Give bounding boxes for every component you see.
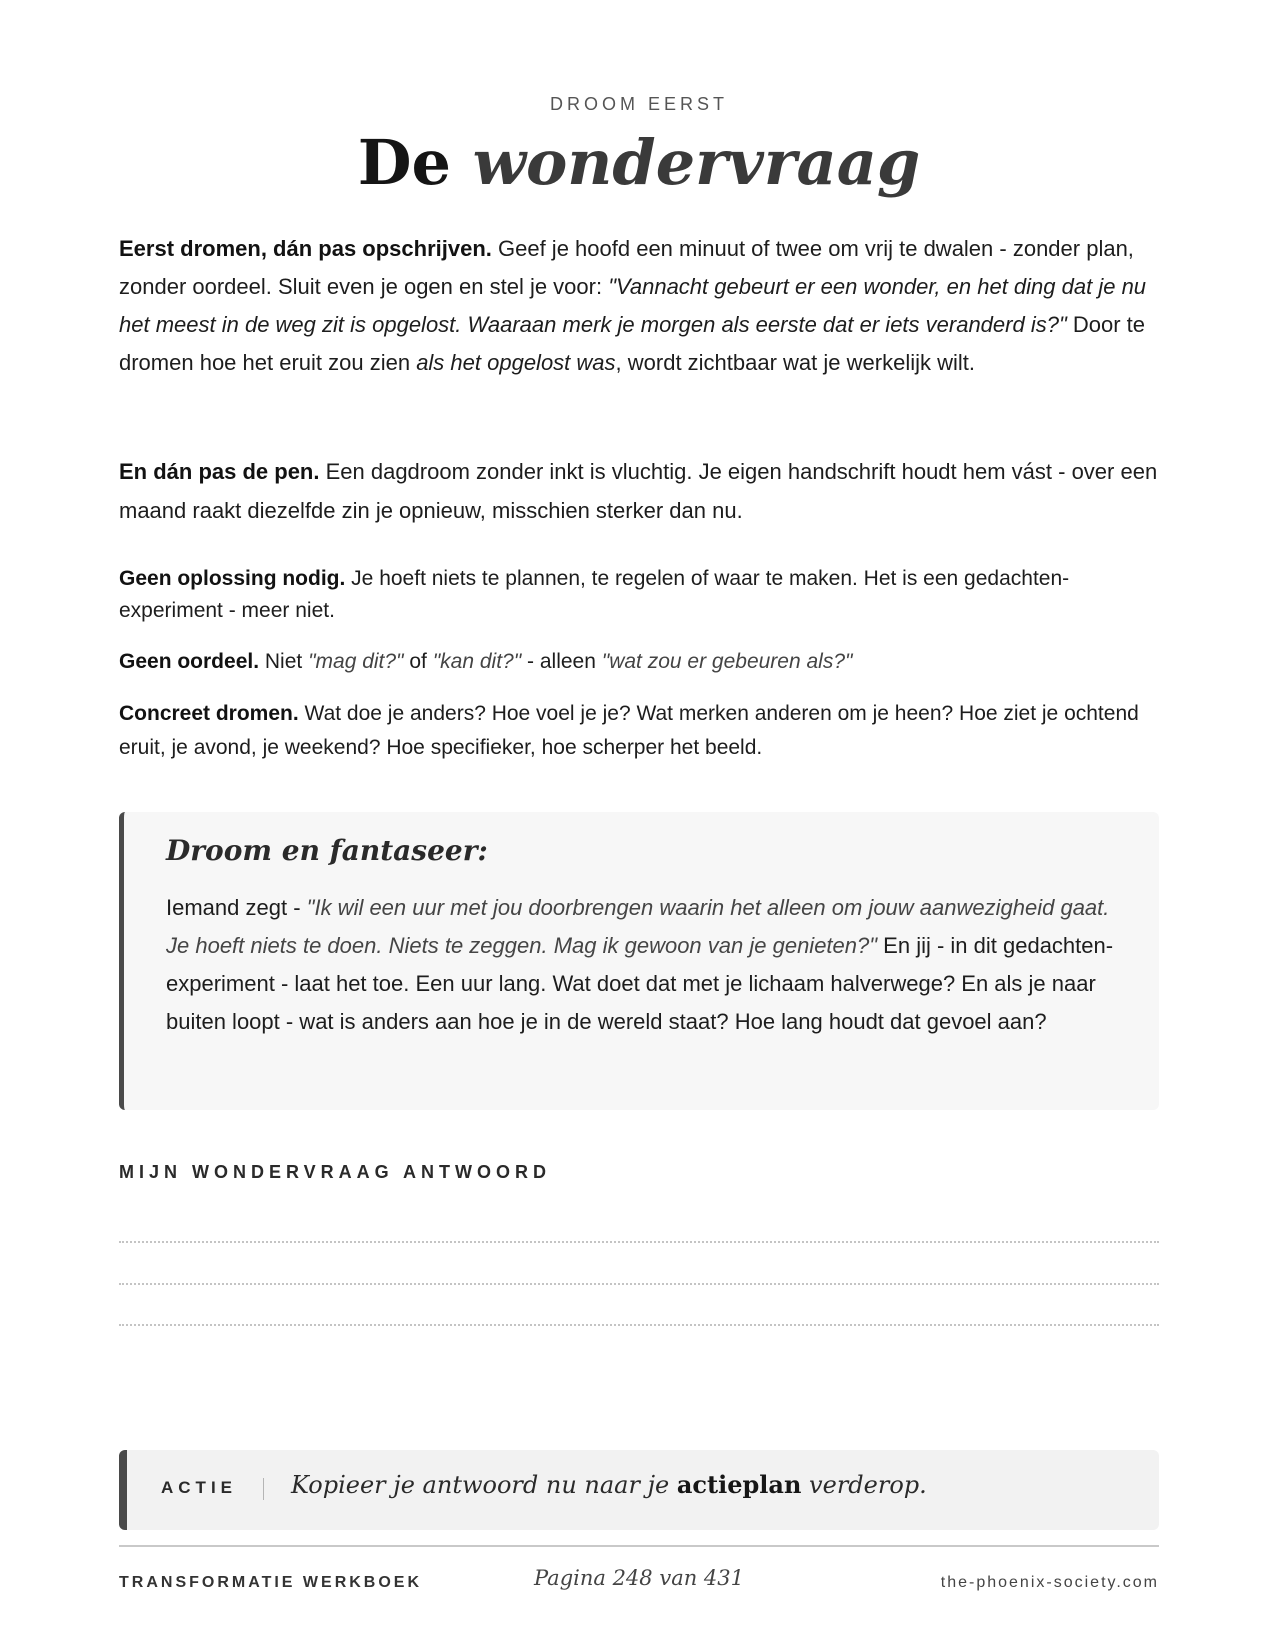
concrete-paragraph <box>119 697 1159 765</box>
no-solution-text: Je hoeft niets te plannen, te regelen of waar te maken. Het is een gedachten-experiment - meer niet. <box>119 567 1070 622</box>
workbook-page <box>119 0 1159 1650</box>
footer-page-number: Pagina 248 van 431 <box>533 1566 744 1590</box>
footer-divider <box>119 1545 1159 1547</box>
intro-paragraph <box>119 230 1159 382</box>
page-title <box>119 118 1159 208</box>
action-callout <box>119 1450 1159 1530</box>
no-judgement-quote-1: "mag dit?" <box>308 650 404 673</box>
dream-heading: Droom en fantaseer: <box>166 834 488 867</box>
action-label: ACTIE <box>161 1478 237 1497</box>
action-text-1: Kopieer je antwoord nu naar je <box>291 1471 677 1499</box>
no-judgement-quote-3: "wat zou er gebeuren als?" <box>601 650 853 673</box>
no-judgement-text-2: of <box>403 650 433 673</box>
action-bold: actieplan <box>676 1470 802 1499</box>
pen-paragraph <box>119 452 1159 530</box>
answer-writing-line[interactable] <box>119 1241 1159 1243</box>
intro-quote: "Vannacht gebeurt er een wonder, en het ding dat je nu het meest in de weg zit is opgelost. Waaraan merk je morgen als eerste dat er iets veranderd is?" <box>119 274 1147 337</box>
intro-emphasis: als het opgelost was <box>416 350 616 375</box>
answer-writing-line[interactable] <box>119 1324 1159 1326</box>
answer-section-label: MIJN WONDERVRAAG ANTWOORD <box>119 1162 551 1182</box>
intro-text-2: Door te dromen hoe het eruit zou zien <box>119 312 1146 375</box>
no-solution-paragraph <box>119 563 1159 627</box>
action-text <box>291 1470 927 1499</box>
concrete-text: Wat doe je anders? Hoe voel je je? Wat merken anderen om je heen? Hoe ziet je ochtend eruit, je avond, je weekend? Hoe specifieker, hoe scherper het beeld. <box>119 702 1139 759</box>
intro-lead: Eerst dromen, dán pas opschrijven. <box>119 236 492 261</box>
no-judgement-text-1: Niet <box>259 650 309 673</box>
title-plain: De <box>357 126 451 199</box>
dream-text-2: En jij - in dit gedachten-experiment - laat het toe. Een uur lang. Wat doet dat met je lichaam halverwege? En als je naar buiten loopt - wat is anders aan hoe je in de wereld staat? Hoe lang houdt dat gevoel aan? <box>166 933 1114 1034</box>
concrete-lead: Concreet dromen. <box>119 702 299 725</box>
dream-text-1: Iemand zegt - <box>166 895 307 920</box>
footer-website: the-phoenix-society.com <box>940 1574 1159 1591</box>
pen-lead: En dán pas de pen. <box>119 459 320 484</box>
no-judgement-text-3: - alleen <box>521 650 602 673</box>
no-solution-lead: Geen oplossing nodig. <box>119 567 346 590</box>
intro-text-3: , wordt zichtbaar wat je werkelijk wilt. <box>615 350 975 375</box>
action-divider <box>263 1478 264 1500</box>
no-judgement-lead: Geen oordeel. <box>119 650 260 673</box>
section-kicker: DROOM EERST <box>549 94 728 114</box>
answer-writing-line[interactable] <box>119 1283 1159 1285</box>
no-judgement-quote-2: "kan dit?" <box>432 650 522 673</box>
dream-quote: "Ik wil een uur met jou doorbrengen waarin het alleen om jouw aanwezigheid gaat. Je hoeft niets te doen. Niets te zeggen. Mag ik gewoon van je genieten?" <box>166 895 1110 958</box>
footer-book-title: TRANSFORMATIE WERKBOEK <box>119 1574 423 1591</box>
pen-text: Een dagdroom zonder inkt is vluchtig. Je eigen handschrift houdt hem vást - over een maand raakt diezelfde zin je opnieuw, misschien sterker dan nu. <box>119 459 1158 523</box>
dream-callout <box>119 812 1159 1110</box>
title-emphasis: wondervraag <box>472 126 921 199</box>
no-judgement-paragraph <box>119 646 1159 678</box>
action-text-2: verderop. <box>801 1471 927 1499</box>
dream-text <box>166 889 1126 1041</box>
intro-text-1: Geef je hoofd een minuut of twee om vrij te dwalen - zonder plan, zonder oordeel. Sluit even je ogen en stel je voor: <box>119 236 1134 299</box>
